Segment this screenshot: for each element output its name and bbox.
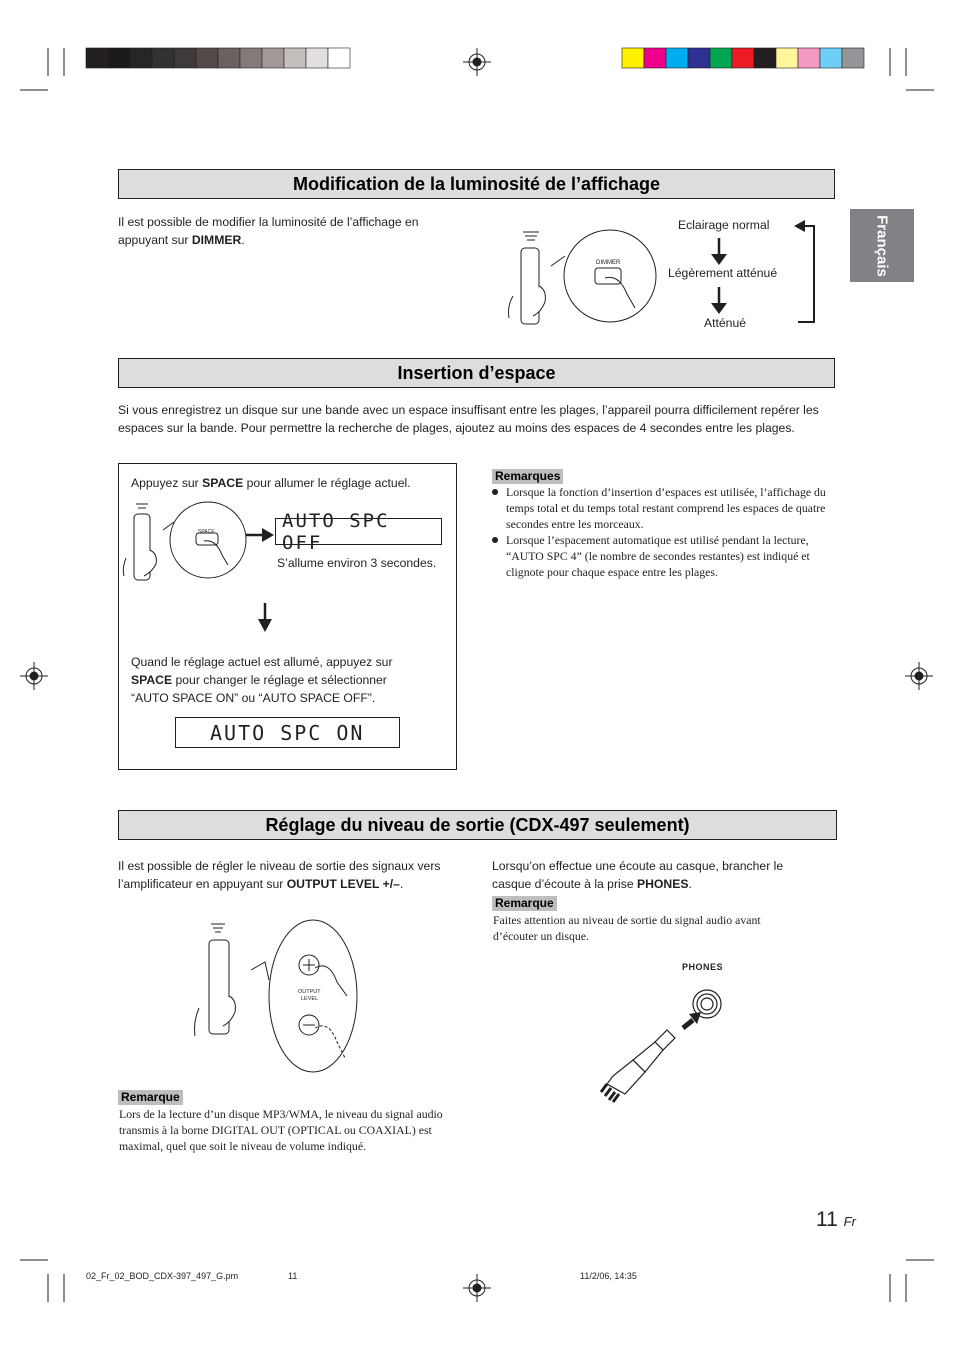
- calibration-swatch: [820, 48, 842, 68]
- down-arrow-icon: [707, 287, 731, 315]
- text: .: [399, 877, 404, 891]
- calibration-swatch: [644, 48, 666, 68]
- lcd-display-on: [175, 717, 400, 748]
- note-left-label: Remarque: [118, 1090, 183, 1105]
- calibration-swatch: [688, 48, 710, 68]
- text: .: [688, 877, 692, 891]
- output-level-remote-illustration: [185, 918, 365, 1078]
- output-label: OUTPUT: [298, 989, 321, 995]
- text: pour changer le réglage et sélectionner “AUTO SPACE ON” ou “AUTO SPACE OFF”.: [131, 673, 387, 705]
- color-calibration-bar: [622, 48, 864, 68]
- text: Appuyez sur: [131, 476, 203, 490]
- footer-page: 11: [288, 1271, 298, 1281]
- section-title: Insertion d’espace: [397, 362, 556, 383]
- list-item: Lorsque la fonction d’insertion d’espaces est utilisée, l’affichage du temps total et du temps total restant comprend les espaces de quatre secondes entre les morceaux.: [492, 484, 832, 532]
- calibration-swatch: [196, 48, 218, 68]
- calibration-swatch: [130, 48, 152, 68]
- text: .: [241, 233, 245, 247]
- calibration-swatch: [666, 48, 688, 68]
- language-tab: [850, 209, 914, 282]
- notes-label: Remarques: [492, 469, 563, 484]
- calibration-swatch: [754, 48, 776, 68]
- text-bold: SPACE: [202, 476, 244, 490]
- space-step-1: [131, 474, 451, 492]
- section-header-space: [118, 358, 835, 388]
- calibration-swatch: [798, 48, 820, 68]
- right-arrow-icon: [246, 526, 276, 544]
- calibration-swatch: [328, 48, 350, 68]
- headphone-plug-illustration: [585, 980, 745, 1120]
- note-left-text: Lors de la lecture d’un disque MP3/WMA, le niveau du signal audio transmis à la borne DIGITAL OUT (OPTICAL ou COAXIAL) est maximal, quel que soit le niveau de volume indiqué.: [119, 1107, 443, 1153]
- lights-note: S’allume environ 3 secondes.: [277, 556, 437, 570]
- insert-arrow-icon: [683, 1012, 701, 1028]
- section-title: Réglage du niveau de sortie (CDX-497 seulement): [265, 814, 690, 835]
- output-level-description: [118, 857, 453, 893]
- level-label: LEVEL: [301, 996, 319, 1002]
- footer-file: 02_Fr_02_BOD_CDX-397_497_G.pm: [86, 1271, 239, 1281]
- dimmer-description: [118, 213, 448, 249]
- calibration-swatch: [240, 48, 262, 68]
- text: Lorsqu’on effectue une écoute au casque, brancher le casque d’écoute à la prise: [492, 859, 784, 891]
- language-tab-label: Français: [873, 214, 891, 277]
- down-arrow-icon: [707, 238, 731, 266]
- text: pour allumer le réglage actuel.: [243, 476, 411, 490]
- registration-mark-top: [463, 48, 491, 76]
- calibration-swatch: [842, 48, 864, 68]
- lcd-display-off: [275, 509, 442, 554]
- text-bold: PHONES: [637, 877, 689, 891]
- section-header-dimmer: [118, 169, 835, 199]
- calibration-swatch: [622, 48, 644, 68]
- dimmer-step-2: Légèrement atténué: [668, 266, 778, 280]
- calibration-swatch: [174, 48, 196, 68]
- dimmer-step-1: Eclairage normal: [678, 218, 770, 232]
- calibration-swatch: [284, 48, 306, 68]
- calibration-swatch: [262, 48, 284, 68]
- down-arrow-icon: [255, 603, 275, 633]
- lcd-text: AUTO SPC OFF: [282, 509, 390, 554]
- note-right-text: Faites attention au niveau de sortie du signal audio avant d’écouter un disque.: [493, 913, 761, 943]
- list-item: Lorsque l’espacement automatique est utilisé pendant la lecture, “AUTO SPC 4” (le nombre de secondes restantes) est indiqué et clignote pour chaque espace entre les plages.: [492, 532, 832, 580]
- calibration-swatch: [306, 48, 328, 68]
- dimmer-remote-illustration: [495, 226, 665, 326]
- text-bold: SPACE: [131, 673, 173, 687]
- calibration-swatch: [218, 48, 240, 68]
- page-number-value: 11: [816, 1208, 838, 1231]
- text: Il est possible de modifier la luminosité de l’affichage en appuyant sur: [118, 215, 419, 247]
- gray-calibration-bar: [86, 48, 350, 68]
- calibration-swatch: [732, 48, 754, 68]
- calibration-swatch: [710, 48, 732, 68]
- note-right-label: Remarque: [492, 896, 557, 911]
- section-title: Modification de la luminosité de l’affichage: [292, 173, 661, 194]
- text-bold: DIMMER: [191, 233, 242, 247]
- footer-date: 11/2/06, 14:35: [580, 1271, 637, 1281]
- text: Quand le réglage actuel est allumé, appuyez sur: [131, 655, 393, 669]
- space-intro: Si vous enregistrez un disque sur une bande avec un espace insuffisant entre les plages, l’appareil pourra difficilement repérer les espaces sur la bande. Pour permettre la recherche de plages, ajoutez au moins des espaces de 4 secondes entre les plages.: [118, 403, 819, 435]
- lcd-text: AUTO SPC ON: [210, 720, 365, 745]
- calibration-swatch: [108, 48, 130, 68]
- dimmer-step-3: Atténué: [704, 316, 747, 330]
- loop-back-bracket: [792, 218, 820, 326]
- page-language: Fr: [843, 1214, 856, 1229]
- notes-list: [492, 484, 832, 580]
- calibration-swatch: [86, 48, 108, 68]
- text: Il est possible de régler le niveau de sortie des signaux vers l’amplificateur en appuyant sur: [118, 859, 441, 891]
- calibration-swatch: [776, 48, 798, 68]
- phones-description: [492, 857, 822, 893]
- space-button-label: SPACE: [198, 529, 215, 535]
- space-step-2: [131, 653, 426, 707]
- phones-jack-label: PHONES: [682, 962, 724, 972]
- page-number: [816, 1208, 856, 1232]
- section-header-output-level: [118, 810, 837, 840]
- text-bold: OUTPUT LEVEL +/–: [286, 877, 400, 891]
- calibration-swatch: [152, 48, 174, 68]
- dimmer-button-label: DIMMER: [596, 260, 621, 266]
